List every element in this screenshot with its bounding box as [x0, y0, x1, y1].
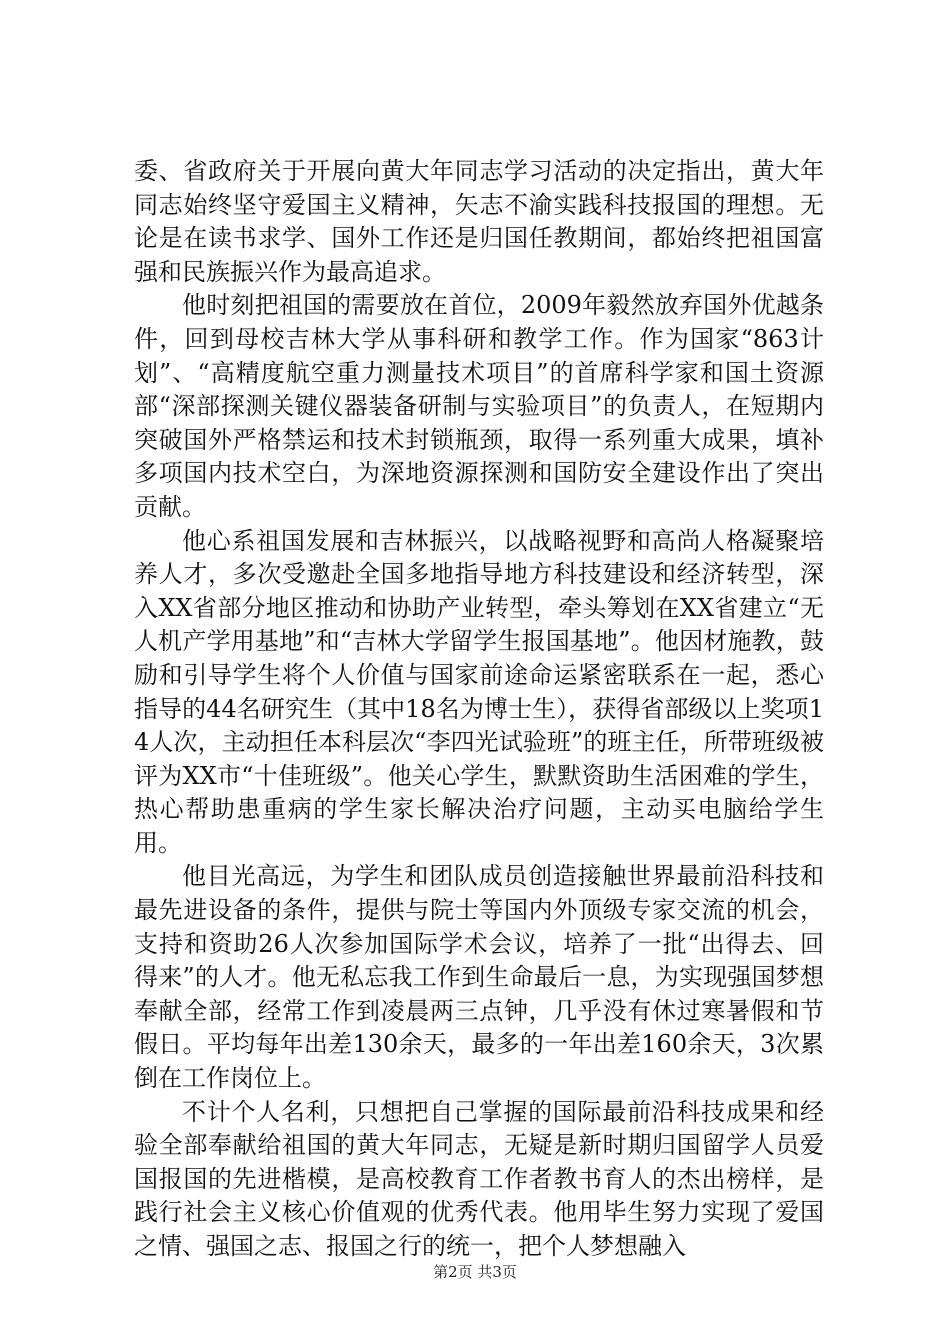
page-number: 第2页 共3页	[433, 1263, 517, 1281]
paragraph: 他心系祖国发展和吉林振兴，以战略视野和高尚人格凝聚培养人才，多次受邀赴全国多地指导地方科技建设和经济转型，深入XX省部分地区推动和协助产业转型，牵头筹划在XX省建立“无人机产学用基地”和“吉林大学留学生报国基地”。他因材施教，鼓励和引导学生将个人价值与国家前途命运紧密联系在一起，悉心指导的44名研究生（其中18名为博士生），获得省部级以上奖项14人次，主动担任本科层次“李四光试验班”的班主任，所带班级被评为XX市“十佳班级”。他关心学生，默默资助生活困难的学生，热心帮助患重病的学生家长解决治疗问题，主动买电脑给学生用。	[134, 526, 824, 857]
paragraph: 委、省政府关于开展向黄大年同志学习活动的决定指出，黄大年同志始终坚守爱国主义精神，矢志不渝实践科技报国的理想。无论是在读书求学、国外工作还是归国任教期间，都始终把祖国富强和民族振兴作为最高追求。	[134, 157, 824, 286]
paragraph: 他时刻把祖国的需要放在首位，2009年毅然放弃国外优越条件，回到母校吉林大学从事科研和教学工作。作为国家“863计划”、“高精度航空重力测量技术项目”的首席科学家和国土资源部“深部探测关键仪器装备研制与实验项目”的负责人，在短期内突破国外严格禁运和技术封锁瓶颈，取得一系列重大成果，填补多项国内技术空白，为深地资源探测和国防安全建设作出了突出贡献。	[134, 291, 824, 521]
body-text	[134, 155, 824, 1264]
paragraph: 他目光高远，为学生和团队成员创造接触世界最前沿科技和最先进设备的条件，提供与院士等国内外顶级专家交流的机会，支持和资助26人次参加国际学术会议，培养了一批“出得去、回得来”的人才。他无私忘我工作到生命最后一息，为实现强国梦想奉献全部，经常工作到凌晨两三点钟，几乎没有休过寒暑假和节假日。平均每年出差130余天，最多的一年出差160余天，3次累倒在工作岗位上。	[134, 862, 824, 1093]
page-footer	[0, 1262, 950, 1282]
paragraph: 不计个人名利，只想把自己掌握的国际最前沿科技成果和经验全部奉献给祖国的黄大年同志，无疑是新时期归国留学人员爱国报国的先进楷模，是高校教育工作者教书育人的杰出榜样，是践行社会主义核心价值观的优秀代表。他用毕生努力实现了爱国之情、强国之志、报国之行的统一，把个人梦想融入	[134, 1097, 824, 1260]
